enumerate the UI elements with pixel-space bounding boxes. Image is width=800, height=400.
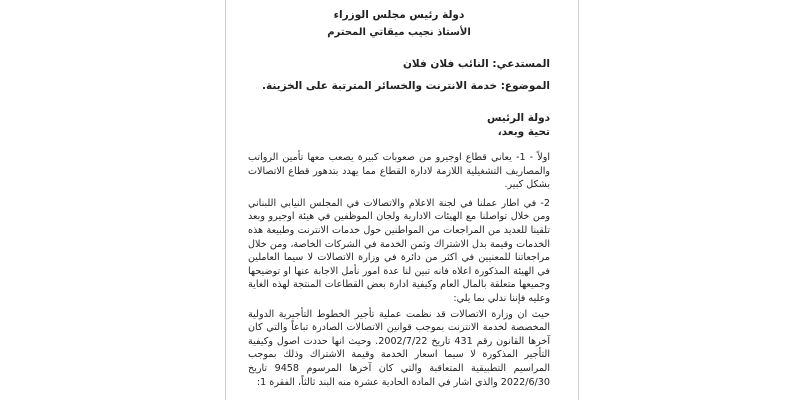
greeting-salutation: تحية وبعد، [497,126,550,138]
addressee-title: دولة رئيس مجلس الوزراء [333,9,465,21]
addressee-name: الأستاذ نجيب ميقاتي المحترم [327,27,471,38]
paragraph-2: 2- في اطار عملنا في لجنة الاعلام والاتصالات في المجلس النيابي اللبناني ومن خلال تواصلنا مع الهيئات الادارية ولجان الموظفين في هيئة اوجيرو وبعد تلقينا للعديد من المراجعات من المواطنين حول خدمات الانترنت وطبيعة هذه الخدمات وقيمة بدل الاشتراك وثمن الخدمة في الشركات الخاصة، ومن خلال مراجعاتنا للمعنيين في اكثر من دائرة في وزارة الاتصالات لا سيما العاملين في الهيئة المذكورة اعلاه فانه تبين لنا عدة امور نأمل الاجابة عنها او توضيحها وجميعها متعلقة بالمال العام وكيفية ادارة بعض القطاعات المنتجة لهذه الغاية وعليه فإننا ندلي بما يلي: [248,197,550,304]
letter-body [226,0,578,389]
paragraph-1: اولاً - 1- يعاني قطاع اوجيرو من صعوبات كبيرة يصعب معها تأمين الرواتب والمصاريف التشغيلية اللازمة لادارة القطاع مما يهدد بتدهور قطاع الاتصالات بشكل كبير. [248,152,550,191]
document-page [225,0,579,400]
subject-line: الموضوع: خدمة الانترنت والخسائر المترتبة على الخزينة. [262,80,550,92]
greeting-title: دولة الرئيس [486,112,550,124]
caller-line: المستدعي: النائب فلان فلان [402,58,550,70]
paragraph-3: حيث ان وزارة الاتصالات قد نظمت عملية تأجير الخطوط التأجيرية الدولية المخصصة لخدمة الانترنت بموجب قوانين الاتصالات الصادرة تباعاً والتي كان آخرها القانون رقم 431 تاريخ 2002/7/22. وحيث انها حددت اصول وكيفية التأجير المذكورة لا سيما اسعار الخدمة وقيمة الاشتراك وذلك بموجب المراسيم التطبيقية المتعاقبة والتي كان آخرها المرسوم 9458 تاريخ 2022/6/30 والذي اشار في المادة الحادية عشرة منه البند ثالثاً، الفقرة 1: [248,308,551,388]
